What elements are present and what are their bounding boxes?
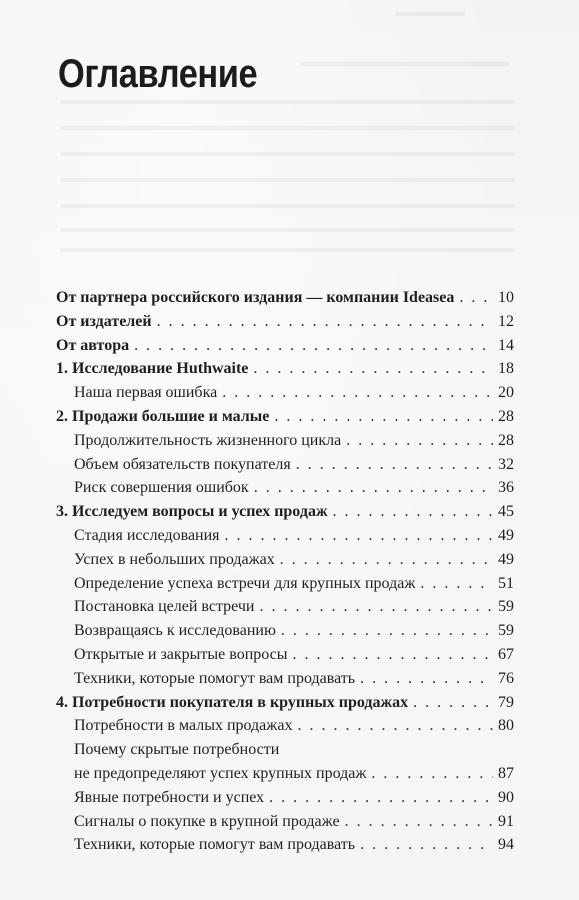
toc-entry-title: От издателей bbox=[56, 312, 152, 330]
toc-entry-title: 4. Потребности покупателя в крупных продажах bbox=[56, 693, 409, 711]
toc-entry-title: Продолжительность жизненного цикла bbox=[74, 431, 342, 449]
toc-entry bbox=[56, 524, 514, 548]
dot-leader bbox=[333, 500, 493, 524]
toc-entry-title: Наша первая ошибка bbox=[74, 384, 218, 402]
toc-entry-title: 2. Продажи большие и малые bbox=[56, 407, 270, 425]
dot-leader bbox=[225, 524, 493, 548]
toc-entry-page-number: 59 bbox=[498, 598, 514, 616]
toc-entry bbox=[56, 429, 514, 453]
toc-entry bbox=[56, 453, 514, 477]
dot-leader bbox=[296, 453, 493, 477]
toc-entry-title: Определение успеха встречи для крупных продаж bbox=[74, 574, 416, 592]
dot-leader bbox=[459, 286, 493, 310]
dot-leader bbox=[281, 619, 493, 643]
toc-entry-title: не предопределяют успех крупных продаж bbox=[74, 764, 367, 782]
toc-entry-page-number: 80 bbox=[498, 717, 514, 735]
toc-entry bbox=[56, 500, 514, 524]
toc-entry bbox=[56, 691, 514, 715]
toc-entry bbox=[56, 405, 514, 429]
dot-leader bbox=[222, 381, 493, 405]
dot-leader bbox=[157, 310, 493, 334]
bleed-through-line bbox=[395, 12, 465, 16]
toc-entry-title: От партнера российского издания — компании Ideasea bbox=[56, 289, 455, 306]
dot-leader bbox=[254, 476, 493, 500]
toc-entry-page-number: 79 bbox=[498, 693, 514, 711]
toc-entry bbox=[56, 334, 514, 358]
page-title: Оглавление bbox=[58, 52, 258, 96]
toc-entry-page-number: 45 bbox=[498, 503, 514, 521]
toc-entry-title: Явные потребности и успех bbox=[74, 788, 265, 806]
toc-entry bbox=[56, 833, 514, 857]
toc-entry bbox=[56, 810, 514, 834]
toc-entry bbox=[56, 357, 514, 381]
toc-entry-title: Успех в небольших продажах bbox=[74, 550, 275, 568]
toc-entry-title: Потребности в малых продажах bbox=[74, 717, 293, 735]
bleed-through-line bbox=[60, 178, 515, 182]
dot-leader bbox=[293, 643, 493, 667]
dot-leader bbox=[360, 833, 493, 857]
toc-entry bbox=[56, 762, 514, 786]
toc-entry bbox=[56, 572, 514, 596]
dot-leader bbox=[274, 405, 493, 429]
bleed-through-line bbox=[300, 62, 510, 66]
bleed-through-line bbox=[60, 100, 515, 104]
toc-entry-title: Открытые и закрытые вопросы bbox=[74, 645, 288, 663]
toc-entry-page-number: 28 bbox=[498, 431, 514, 449]
toc-entry-title: Риск совершения ошибок bbox=[74, 479, 249, 497]
dot-leader bbox=[297, 714, 493, 738]
toc-entry-page-number: 32 bbox=[498, 455, 514, 473]
toc-entry-page-number: 87 bbox=[498, 764, 514, 782]
toc-entry-page-number: 20 bbox=[498, 384, 514, 402]
toc-entry-title: Техники, которые помогут вам продавать bbox=[74, 836, 356, 854]
toc-entry-page-number: 76 bbox=[498, 669, 514, 687]
bleed-through-line bbox=[60, 248, 515, 252]
toc-entry bbox=[56, 595, 514, 619]
bleed-through-line bbox=[60, 152, 515, 156]
bleed-through-line bbox=[60, 204, 515, 208]
toc-entry-title: Почему скрытые потребности bbox=[74, 741, 280, 759]
toc-entry-page-number: 36 bbox=[498, 479, 514, 497]
dot-leader bbox=[259, 595, 493, 619]
toc-entry bbox=[56, 310, 514, 334]
dot-leader bbox=[346, 429, 493, 453]
toc-entry bbox=[56, 714, 514, 738]
bleed-through-line bbox=[60, 126, 515, 130]
toc-entry-page-number: 12 bbox=[498, 312, 514, 330]
toc-entry-title: Постановка целей встречи bbox=[74, 598, 255, 616]
toc-entry bbox=[56, 548, 514, 572]
dot-leader bbox=[280, 548, 493, 572]
toc-entry-title: Техники, которые помогут вам продавать bbox=[74, 669, 356, 687]
toc-entry-title: Стадия исследования bbox=[74, 526, 220, 544]
toc-entry-title: 3. Исследуем вопросы и успех продаж bbox=[56, 503, 328, 521]
toc-entry bbox=[56, 286, 514, 310]
toc-entry-title: 1. Исследование Huthwaite bbox=[56, 360, 249, 378]
dot-leader bbox=[420, 572, 493, 596]
dot-leader bbox=[371, 762, 493, 786]
toc-entry-title: Объем обязательств покупателя bbox=[74, 455, 291, 473]
toc-entry-page-number: 59 bbox=[498, 622, 514, 640]
toc-entry-page-number: 18 bbox=[498, 360, 514, 378]
toc-entry-page-number: 90 bbox=[498, 788, 514, 806]
toc-entry bbox=[56, 667, 514, 691]
dot-leader bbox=[269, 786, 493, 810]
table-of-contents bbox=[56, 286, 514, 857]
dot-leader bbox=[360, 667, 493, 691]
toc-entry-title: От автора bbox=[56, 336, 130, 354]
toc-entry-title: Возвращаясь к исследованию bbox=[74, 622, 276, 640]
dot-leader bbox=[345, 810, 493, 834]
bleed-through-line bbox=[60, 228, 515, 232]
toc-entry-page-number: 28 bbox=[498, 407, 514, 425]
toc-entry bbox=[56, 381, 514, 405]
toc-entry bbox=[56, 786, 514, 810]
toc-entry-page-number: 10 bbox=[498, 289, 514, 306]
toc-entry bbox=[56, 643, 514, 667]
toc-entry-page-number: 94 bbox=[498, 836, 514, 854]
dot-leader bbox=[253, 357, 493, 381]
toc-entry-page-number: 51 bbox=[498, 574, 514, 592]
toc-entry-page-number: 91 bbox=[498, 812, 514, 830]
toc-entry bbox=[56, 619, 514, 643]
toc-entry-page-number: 14 bbox=[498, 336, 514, 354]
toc-entry-page-number: 67 bbox=[498, 645, 514, 663]
dot-leader bbox=[413, 691, 493, 715]
toc-entry-page-number: 49 bbox=[498, 526, 514, 544]
dot-leader bbox=[134, 334, 493, 358]
toc-entry-page-number: 49 bbox=[498, 550, 514, 568]
toc-entry-title: Сигналы о покупке в крупной продаже bbox=[74, 812, 340, 830]
toc-entry bbox=[56, 476, 514, 500]
toc-entry bbox=[56, 738, 514, 762]
